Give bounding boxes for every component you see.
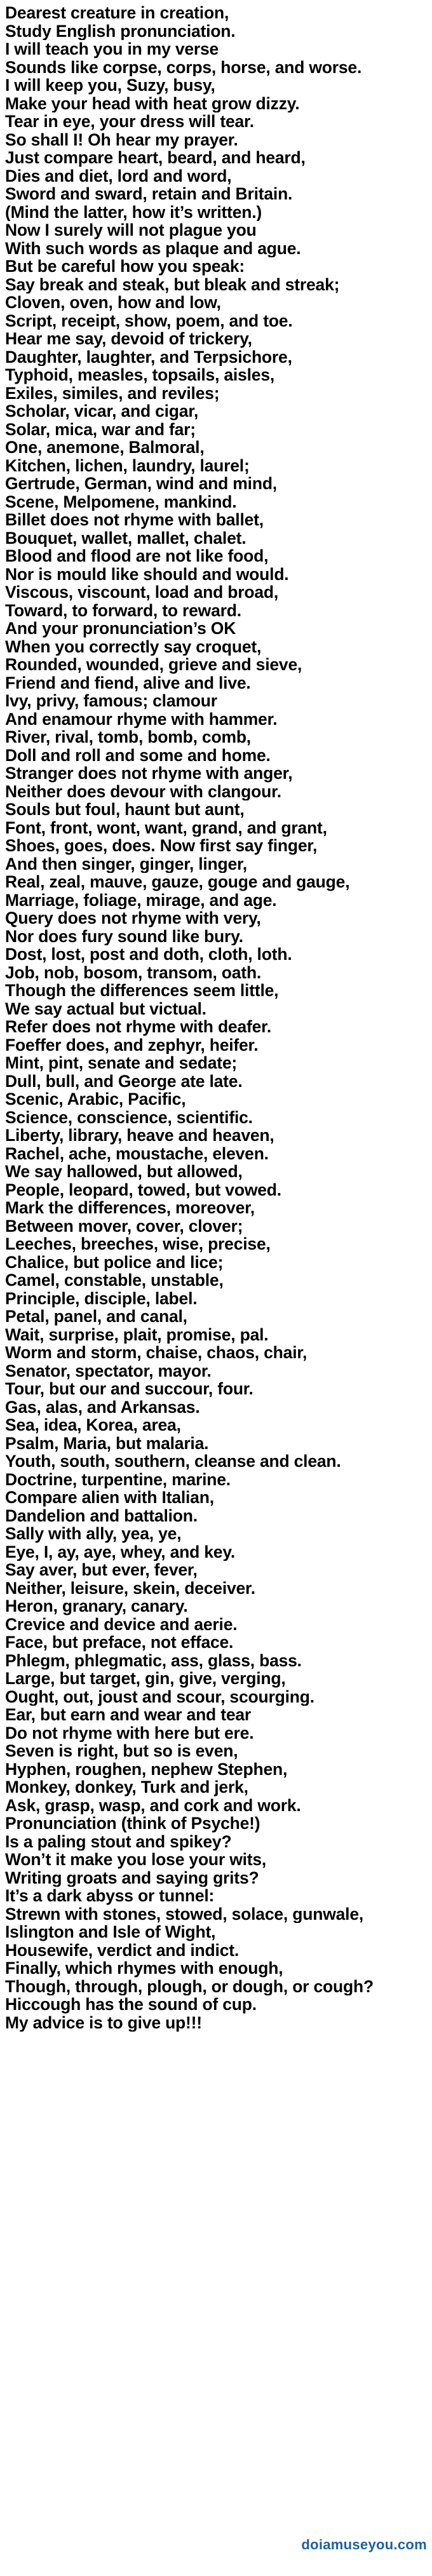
poem-line: Script, receipt, show, poem, and toe. bbox=[5, 311, 293, 330]
poem-line: Ivy, privy, famous; clamour bbox=[5, 692, 217, 710]
poem-line: Dearest creature in creation, bbox=[5, 4, 229, 22]
poem-line: Housewife, verdict and indict. bbox=[5, 1941, 240, 1959]
poem-line: And then singer, ginger, linger, bbox=[5, 854, 247, 873]
poem-line: We say hallowed, but allowed, bbox=[5, 1163, 243, 1181]
poem-line: Scene, Melpomene, mankind. bbox=[5, 492, 237, 511]
poem-line: Islington and Isle of Wight, bbox=[5, 1923, 216, 1941]
poem-line: Liberty, library, heave and heaven, bbox=[5, 1126, 274, 1145]
poem-line: Ear, but earn and wear and tear bbox=[5, 1706, 252, 1724]
poem-line: Bouquet, wallet, mallet, chalet. bbox=[5, 529, 246, 547]
poem-line: Foeffer does, and zephyr, heifer. bbox=[5, 1035, 259, 1054]
poem-line: It’s a dark abyss or tunnel: bbox=[5, 1887, 215, 1905]
poem-line: Youth, south, southern, cleanse and clean. bbox=[5, 1452, 341, 1471]
poem-line: Hear me say, devoid of trickery, bbox=[5, 330, 252, 348]
poem-line: Face, but preface, not efface. bbox=[5, 1633, 234, 1652]
poem-line: Hiccough has the sound of cup. bbox=[5, 1995, 257, 2014]
poem-line: Billet does not rhyme with ballet, bbox=[5, 511, 264, 529]
poem-line: Psalm, Maria, but malaria. bbox=[5, 1434, 209, 1452]
poem-line: Pronunciation (think of Psyche!) bbox=[5, 1814, 260, 1833]
poem-line: Seven is right, but so is even, bbox=[5, 1742, 238, 1760]
poem-line: Science, conscience, scientific. bbox=[5, 1108, 253, 1126]
poem-line: Dost, lost, post and doth, cloth, loth. bbox=[5, 945, 292, 964]
poem-line: Gas, alas, and Arkansas. bbox=[5, 1398, 200, 1416]
poem-line: Kitchen, lichen, laundry, laurel; bbox=[5, 456, 250, 475]
poem-line: Nor does fury sound like bury. bbox=[5, 927, 243, 945]
poem-line: Is a paling stout and spikey? bbox=[5, 1832, 232, 1851]
poem-line: Between mover, cover, clover; bbox=[5, 1217, 243, 1235]
poem-line: My advice is to give up!!! bbox=[5, 2013, 202, 2032]
poem-line: Mint, pint, senate and sedate; bbox=[5, 1054, 238, 1072]
poem-line: Dull, bull, and George ate late. bbox=[5, 1072, 243, 1090]
poem-line: And enamour rhyme with hammer. bbox=[5, 710, 278, 728]
poem-line: Though, through, plough, or dough, or cough? bbox=[5, 1977, 374, 1995]
poem-line: Scenic, Arabic, Pacific, bbox=[5, 1090, 186, 1109]
poem-line: Say break and steak, but bleak and streak; bbox=[5, 275, 340, 293]
poem-line: Stranger does not rhyme with anger, bbox=[5, 764, 293, 783]
poem-line: Large, but target, gin, give, verging, bbox=[5, 1669, 286, 1688]
poem-line: Worm and storm, chaise, chaos, chair, bbox=[5, 1344, 307, 1362]
poem-line: Rachel, ache, moustache, eleven. bbox=[5, 1144, 269, 1163]
poem-line: Mark the differences, moreover, bbox=[5, 1199, 255, 1217]
poem-line: Phlegm, phlegmatic, ass, glass, bass. bbox=[5, 1651, 302, 1669]
poem-line: People, leopard, towed, but vowed. bbox=[5, 1180, 281, 1199]
site-watermark: doiamuseyou.com bbox=[301, 2537, 427, 2552]
poem-line: Principle, disciple, label. bbox=[5, 1289, 198, 1307]
poem-line: I will keep you, Suzy, busy, bbox=[5, 76, 215, 95]
poem-line: Sounds like corpse, corps, horse, and worse. bbox=[5, 58, 362, 76]
poem-line: Eye, I, ay, aye, whey, and key. bbox=[5, 1542, 236, 1561]
poem-line: Rounded, wounded, grieve and sieve, bbox=[5, 656, 302, 674]
poem-line: Marriage, foliage, mirage, and age. bbox=[5, 891, 277, 909]
poem-line: Sword and sward, retain and Britain. bbox=[5, 185, 293, 203]
poem-line: When you correctly say croquet, bbox=[5, 637, 262, 656]
poem-line: Viscous, viscount, load and broad, bbox=[5, 583, 279, 602]
poem-line: With such words as plaque and ague. bbox=[5, 239, 301, 257]
poem-line: Tear in eye, your dress will tear. bbox=[5, 112, 254, 131]
poem-line: Font, front, wont, want, grand, and grant, bbox=[5, 818, 327, 837]
poem-line: Won’t it make you lose your wits, bbox=[5, 1851, 267, 1869]
poem-line: We say actual but victual. bbox=[5, 999, 206, 1018]
poem-line: Tour, but our and succour, four. bbox=[5, 1380, 253, 1398]
poem-line: Chalice, but police and lice; bbox=[5, 1253, 224, 1271]
poem-text bbox=[5, 4, 432, 2032]
poem-line: Strewn with stones, stowed, solace, gunwale, bbox=[5, 1905, 364, 1923]
poem-line: Say aver, but ever, fever, bbox=[5, 1561, 198, 1579]
poem-line: Finally, which rhymes with enough, bbox=[5, 1959, 283, 1978]
poem-line: Do not rhyme with here but ere. bbox=[5, 1723, 254, 1742]
poem-line: And your pronunciation’s OK bbox=[5, 619, 236, 638]
poem-line: Crevice and device and aerie. bbox=[5, 1615, 238, 1633]
poem-line: Senator, spectator, mayor. bbox=[5, 1361, 212, 1380]
poem-line: Solar, mica, war and far; bbox=[5, 420, 196, 438]
poem-line: Query does not rhyme with very, bbox=[5, 909, 261, 927]
poem-line: Nor is mould like should and would. bbox=[5, 565, 289, 583]
poem-line: Now I surely will not plague you bbox=[5, 221, 257, 239]
poem-line: Heron, granary, canary. bbox=[5, 1597, 188, 1615]
poem-line: Typhoid, measles, topsails, aisles, bbox=[5, 366, 275, 384]
poem-line: Leeches, breeches, wise, precise, bbox=[5, 1235, 271, 1253]
poem-line: One, anemone, Balmoral, bbox=[5, 438, 205, 457]
poem-line: Sally with ally, yea, ye, bbox=[5, 1525, 182, 1543]
poem-line: So shall I! Oh hear my prayer. bbox=[5, 130, 238, 149]
poem-line: Scholar, vicar, and cigar, bbox=[5, 402, 199, 421]
poem-line: Refer does not rhyme with deafer. bbox=[5, 1018, 271, 1036]
poem-line: Study English pronunciation. bbox=[5, 22, 236, 40]
poem-line: Cloven, oven, how and low, bbox=[5, 293, 221, 312]
poem-line: Wait, surprise, plait, promise, pal. bbox=[5, 1325, 269, 1344]
poem-line: Ask, grasp, wasp, and cork and work. bbox=[5, 1796, 301, 1814]
poem-line: Souls but foul, haunt but aunt, bbox=[5, 800, 245, 819]
poem-line: I will teach you in my verse bbox=[5, 40, 219, 58]
poem-line: River, rival, tomb, bomb, comb, bbox=[5, 728, 251, 746]
poem-line: But be careful how you speak: bbox=[5, 257, 245, 276]
poem-line: Gertrude, German, wind and mind, bbox=[5, 475, 277, 493]
poem-line: Neither does devour with clangour. bbox=[5, 782, 281, 800]
poem-line: Compare alien with Italian, bbox=[5, 1488, 214, 1507]
poem-line: Doctrine, turpentine, marine. bbox=[5, 1470, 231, 1488]
poem-line: Sea, idea, Korea, area, bbox=[5, 1416, 181, 1434]
poem-line: Monkey, donkey, Turk and jerk, bbox=[5, 1778, 248, 1797]
poem-line: Daughter, laughter, and Terpsichore, bbox=[5, 347, 292, 366]
poem-line: Doll and roll and some and home. bbox=[5, 746, 271, 764]
poem-line: Job, nob, bosom, transom, oath. bbox=[5, 963, 262, 981]
poem-line: Petal, panel, and canal, bbox=[5, 1307, 187, 1326]
poem-line: Make your head with heat grow dizzy. bbox=[5, 94, 300, 112]
poem-line: Dandelion and battalion. bbox=[5, 1506, 198, 1525]
poem-line: Neither, leisure, skein, deceiver. bbox=[5, 1579, 255, 1597]
poem-line: Hyphen, roughen, nephew Stephen, bbox=[5, 1760, 288, 1778]
poem-line: Though the differences seem little, bbox=[5, 981, 279, 1000]
poem-line: Dies and diet, lord and word, bbox=[5, 166, 232, 185]
poem-line: Shoes, goes, does. Now first say finger, bbox=[5, 837, 318, 855]
poem-line: Exiles, similes, and reviles; bbox=[5, 384, 220, 402]
poem-line: (Mind the latter, how it’s written.) bbox=[5, 203, 262, 221]
poem-line: Friend and fiend, alive and live. bbox=[5, 673, 251, 692]
poem-line: Blood and flood are not like food, bbox=[5, 547, 269, 565]
poem-line: Real, zeal, mauve, gauze, gouge and gauge, bbox=[5, 873, 350, 891]
poem-line: Toward, to forward, to reward. bbox=[5, 601, 241, 619]
poem-line: Writing groats and saying grits? bbox=[5, 1868, 259, 1887]
poem-line: Ought, out, joust and scour, scourging. bbox=[5, 1687, 314, 1706]
poem-line: Camel, constable, unstable, bbox=[5, 1271, 224, 1290]
poem-line: Just compare heart, beard, and heard, bbox=[5, 149, 306, 167]
